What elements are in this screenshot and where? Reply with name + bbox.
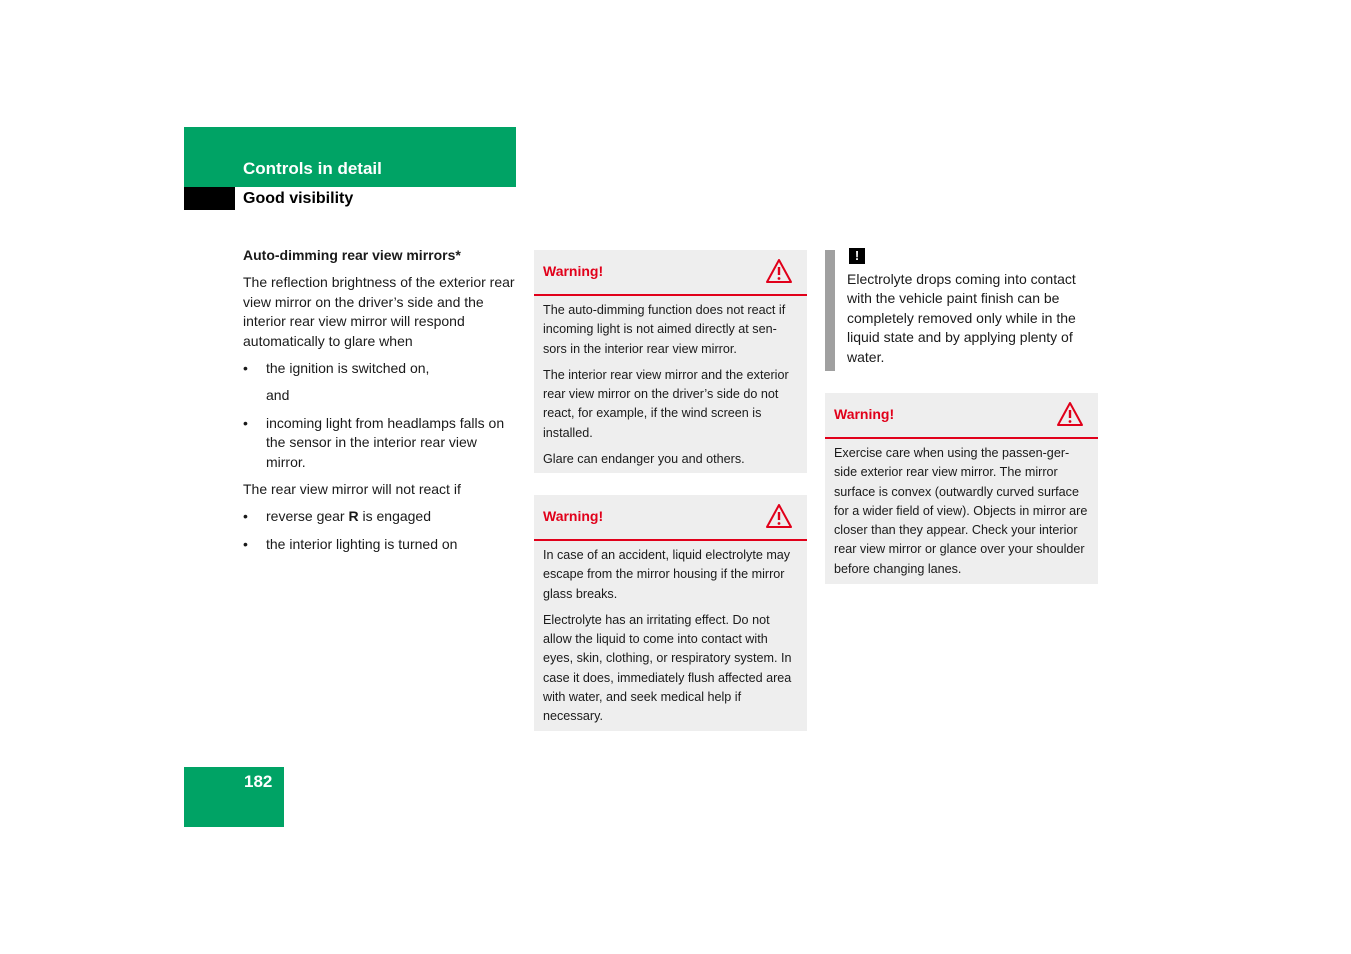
section-heading: Auto-dimming rear view mirrors* <box>243 247 461 263</box>
page-number: 182 <box>244 772 273 791</box>
list-item-text: incoming light from headlamps falls on the sensor in the interior rear view mirror. <box>266 414 505 470</box>
list-item-text: the interior lighting is turned on <box>266 535 458 552</box>
warning-body <box>534 541 807 738</box>
list-item <box>243 359 518 378</box>
list-item <box>243 414 518 472</box>
note-bar <box>825 250 835 371</box>
bullet-icon: • <box>243 508 248 525</box>
list-item-text: the ignition is switched on, <box>266 360 430 377</box>
reverse-before: reverse gear <box>266 508 349 525</box>
and-text: and <box>266 387 290 404</box>
warning-title: Warning! <box>543 263 604 279</box>
warning-paragraph: Glare can endanger you and others. <box>543 452 745 467</box>
warning-body <box>534 296 807 480</box>
warning-title: Warning! <box>834 406 895 422</box>
warning-paragraph: The auto-dimming function does not react if incoming light is not aimed directly at sen-sors in the interior rear view mirror. <box>543 303 786 356</box>
warning-header <box>825 393 1098 439</box>
subsection-marker <box>184 187 235 210</box>
reverse-gear-symbol: R <box>348 508 359 525</box>
no-react-paragraph: The rear view mirror will not react if <box>243 481 461 498</box>
warning-paragraph: In case of an accident, liquid electrolyte may escape from the mirror housing if the mirror glass breaks. <box>543 548 791 601</box>
warning-box-auto-dimming <box>534 250 807 473</box>
exceptions-list <box>243 507 518 554</box>
note-text: Electrolyte drops coming into contact with the vehicle paint finish can be completely removed only while in the liquid state and by applying plenty of water. <box>847 271 1076 365</box>
warning-box-convex-mirror <box>825 393 1098 584</box>
warning-box-electrolyte <box>534 495 807 731</box>
warning-paragraph: The interior rear view mirror and the exterior rear view mirror on the driver’s side do not react, for example, if the wind screen is installed. <box>543 367 789 440</box>
bullet-icon: • <box>243 414 248 431</box>
warning-title: Warning! <box>543 508 604 524</box>
warning-header <box>534 495 807 541</box>
warning-triangle-icon <box>765 258 793 284</box>
conditions-list-2 <box>243 414 518 472</box>
subsection-title: Good visibility <box>243 190 354 207</box>
bullet-icon: • <box>243 535 248 552</box>
reverse-after: is engaged <box>358 508 432 525</box>
warning-body <box>825 439 1098 590</box>
intro-paragraph: The reflection brightness of the exterior rear view mirror on the driver’s side and the interior rear view mirror will respond automatically to glare when <box>243 274 515 349</box>
exclamation-square-icon: ! <box>849 248 865 264</box>
section-title: Controls in detail <box>243 159 382 178</box>
bullet-icon: • <box>243 360 248 377</box>
list-item <box>243 535 518 554</box>
main-column <box>243 246 518 562</box>
warning-triangle-icon <box>1056 401 1084 427</box>
warning-header <box>534 250 807 296</box>
conditions-list <box>243 359 518 378</box>
warning-paragraph: Electrolyte has an irritating effect. Do not allow the liquid to come into contact with eyes, skin, clothing, or respiratory system. In case it does, immediately flush affected area with water, and seek medical help if necessary. <box>543 612 792 724</box>
warning-triangle-icon <box>765 503 793 529</box>
warning-paragraph: Exercise care when using the passen-ger-side exterior rear view mirror. The mirror surface is convex (outwardly curved surface for a wider field of view). Objects in mirror are closer than they appear. Check your interior rear view mirror or glance over your shoulder before changing lanes. <box>834 446 1088 576</box>
list-item <box>243 507 518 526</box>
